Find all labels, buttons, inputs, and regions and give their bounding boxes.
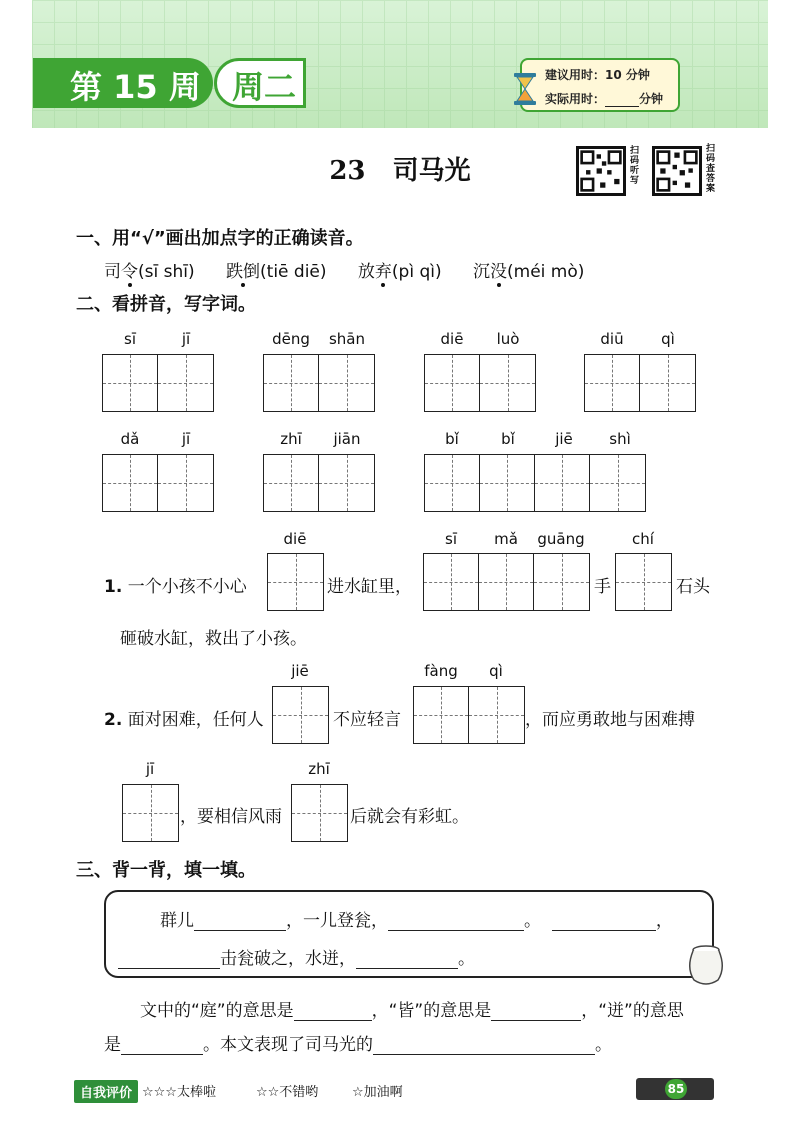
- pinyin-label: dēng: [272, 330, 310, 348]
- pinyin-choice-item[interactable]: 放弃(pì qì): [358, 257, 442, 282]
- pinyin-label: diē: [440, 330, 464, 348]
- poem-line-2: 击瓮破之，水迸， 。: [118, 944, 475, 969]
- sentence1-part-a: 1. 一个小孩不小心: [104, 577, 247, 597]
- week-label: 第 15 周: [70, 68, 201, 106]
- qr-code-answers[interactable]: [652, 146, 702, 196]
- writing-grid[interactable]: [122, 784, 179, 842]
- pinyin-label: jiē: [291, 662, 309, 680]
- rating-option-keep-going[interactable]: ☆加油啊: [352, 1085, 403, 1100]
- writing-grid[interactable]: [423, 553, 590, 611]
- fill-blank[interactable]: [194, 913, 286, 931]
- question-line-2: 是 。本文表现了司马光的 。: [104, 1035, 612, 1055]
- writing-grid[interactable]: [291, 784, 348, 842]
- fill-blank[interactable]: [356, 951, 458, 969]
- sentence2-part-e: 后就会有彩虹。: [350, 807, 469, 827]
- writing-grid[interactable]: [102, 454, 214, 512]
- pinyin-label: diū: [600, 330, 624, 348]
- pinyin-label: zhī: [308, 760, 330, 778]
- actual-time-blank[interactable]: [605, 94, 639, 107]
- rating-option-great[interactable]: ☆☆☆太棒啦: [142, 1085, 216, 1100]
- pinyin-label: sī: [445, 530, 457, 548]
- actual-time: [545, 90, 663, 107]
- question-line-1: 文中的“庭”的意思是 ，“皆”的意思是 ，“迸”的意思: [140, 1001, 684, 1021]
- fill-blank[interactable]: [294, 1003, 372, 1021]
- sentence1-part-e: 砸破水缸，救出了小孩。: [120, 629, 307, 649]
- poem-line-1: 群儿 ，一儿登瓮， 。 ，: [160, 911, 673, 931]
- sentence1-part-c: 手: [594, 577, 611, 597]
- pinyin-label: shì: [609, 430, 631, 448]
- pinyin-label: jī: [181, 430, 191, 448]
- pinyin-label: diē: [283, 530, 307, 548]
- fill-blank[interactable]: [373, 1037, 595, 1055]
- sentence2-part-a: 2. 面对困难，任何人: [104, 710, 264, 730]
- pinyin-choice-item[interactable]: 沉没(méi mò): [473, 257, 584, 282]
- writing-grid[interactable]: [615, 553, 672, 611]
- pinyin-label: bǐ: [445, 430, 459, 448]
- pinyin-label: luò: [496, 330, 520, 348]
- writing-grid[interactable]: [424, 354, 536, 412]
- sentence2-part-d: ，要相信风雨: [180, 807, 282, 827]
- section2-title: 二、看拼音，写字词。: [76, 294, 256, 315]
- pinyin-choice-item[interactable]: 司令(sī shī): [104, 257, 195, 282]
- actual-time-prefix: 实际用时：: [545, 92, 606, 106]
- sentence1-part-d: 石头: [676, 577, 710, 597]
- hourglass-icon: [512, 72, 538, 106]
- pinyin-label: chí: [632, 530, 654, 548]
- pinyin-label: jiē: [555, 430, 573, 448]
- writing-grid[interactable]: [413, 686, 525, 744]
- pinyin-label: zhī: [280, 430, 302, 448]
- qr-caption-dictation: 扫码听写: [630, 146, 640, 186]
- fill-blank[interactable]: [121, 1037, 203, 1055]
- water-vat-icon: [686, 944, 726, 986]
- pinyin-label: sī: [124, 330, 136, 348]
- writing-grid[interactable]: [584, 354, 696, 412]
- fill-blank[interactable]: [118, 951, 220, 969]
- pinyin-label: guāng: [537, 530, 585, 548]
- qr-code-dictation[interactable]: [576, 146, 626, 196]
- section1-items: [104, 257, 610, 282]
- pinyin-label: fàng: [424, 662, 458, 680]
- writing-grid[interactable]: [424, 454, 646, 512]
- section1-title: 一、用“√”画出加点字的正确读音。: [76, 228, 364, 249]
- fill-blank[interactable]: [388, 913, 524, 931]
- pinyin-label: qì: [489, 662, 503, 680]
- writing-grid[interactable]: [263, 454, 375, 512]
- fill-blank[interactable]: [552, 913, 656, 931]
- lesson-name: 司马光: [392, 156, 471, 186]
- pinyin-label: dǎ: [120, 430, 140, 448]
- writing-grid[interactable]: [267, 553, 324, 611]
- pinyin-label: shān: [328, 330, 366, 348]
- pinyin-label: bǐ: [501, 430, 515, 448]
- pinyin-label: jiān: [333, 430, 361, 448]
- pinyin-label: mǎ: [494, 530, 518, 548]
- lesson-number: 23: [329, 156, 366, 186]
- pinyin-choice-item[interactable]: 跌倒(tiē diē): [226, 257, 327, 282]
- page-number: 85: [665, 1079, 687, 1099]
- suggested-time: 建议用时：10 分钟: [545, 68, 650, 82]
- qr-caption-answers: 扫码查答案: [706, 144, 716, 194]
- writing-grid[interactable]: [272, 686, 329, 744]
- sentence2-part-b: 不应轻言: [333, 710, 401, 730]
- fill-blank[interactable]: [491, 1003, 581, 1021]
- section3-title: 三、背一背，填一填。: [76, 860, 256, 881]
- sentence2-part-c: ，而应勇敢地与困难搏: [525, 710, 695, 730]
- pinyin-label: jī: [145, 760, 155, 778]
- day-label: 周二: [232, 68, 297, 106]
- rating-option-good[interactable]: ☆☆不错哟: [256, 1085, 319, 1100]
- writing-grid[interactable]: [263, 354, 375, 412]
- sentence1-part-b: 进水缸里，: [327, 577, 412, 597]
- pinyin-label: jī: [181, 330, 191, 348]
- pinyin-label: qì: [661, 330, 675, 348]
- actual-time-suffix: 分钟: [639, 92, 664, 106]
- writing-grid[interactable]: [102, 354, 214, 412]
- self-eval-label: 自我评价: [74, 1080, 138, 1103]
